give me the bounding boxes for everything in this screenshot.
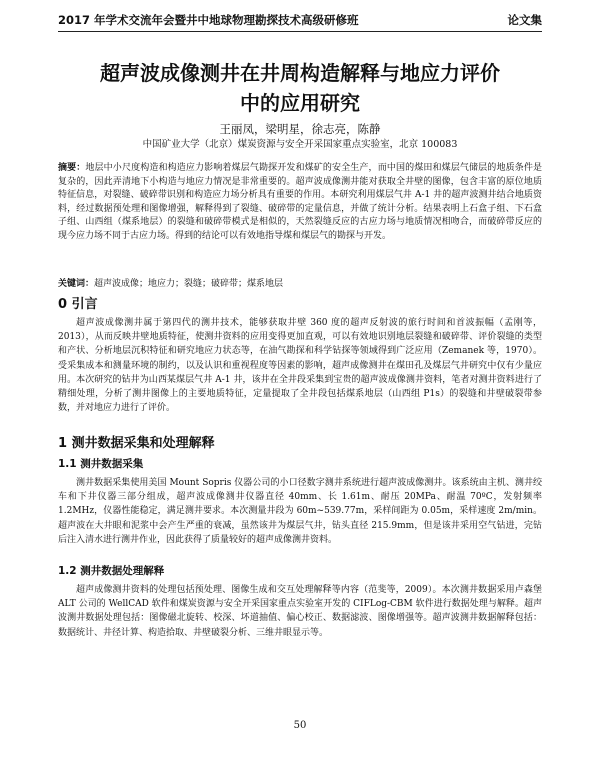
paper-title (58, 58, 542, 118)
header-left: 2017 年学术交流年会暨井中地球物理勘探技术高级研修班 (58, 13, 359, 27)
title-line-1: 超声波成像测井在井周构造解释与地应力评价 (100, 61, 500, 85)
intro-paragraph: 超声波成像测井属于第四代的测井技术，能够获取井壁 360 度的超声反射波的旅行时间和首波振幅（孟刚等，2013），从而反映井壁地质特征，使测井资料的应用变得更加直观，可以有效地识别地层裂缝和破碎带、评价裂缝的类型和产状、分析地层沉积特征和研究地应力状态等，在油气勘探和科学钻探等领域得到广泛应用（Zemanek 等，1970）。受采集成本和测量环境的制约，以及认识和重视程度等因素的影响，超声成像测井在煤田孔及煤层气井研究中仅有少量应用。本次研究的钻井为山西某煤层气井 A-1 井，该井在全井段采集到宝贵的超声波成像测井资料，笔者对测井资料进行了精细处理，分析了测井图像上的主要地质特征，定量提取了全井段包括煤系地层（山西组 P1s）的裂缝和井壁破裂带参数，并对地应力进行了评价。 (58, 318, 542, 414)
subsection-heading-1-1: 1.1 测井数据采集 (58, 458, 144, 470)
keywords (58, 276, 542, 289)
abstract (58, 162, 542, 244)
abstract-text: 地层中小尺度构造和构造应力影响着煤层气勘探开发和煤矿的安全生产，而中国的煤田和煤层气储层的地质条件是复杂的，因此弄清地下小构造与地应力情况是非常重要的。超声波成像测井能对获取全井壁的图像，包含丰富的原位地质特征信息，对裂缝、破碎带识别和构造应力场分析具有重要的作用。本研究利用煤层气井 A-1 井的超声波测井结合地质资料，经过数据预处理和图像增强，解释得到了裂缝、破碎带的定量信息，并做了统计分析。结果表明上石盒子组、下石盒子组、山西组（煤系地层）的裂缝和破碎带模式是相似的，天然裂缝反应的古应力场与地质情况相吻合，而破碎带反应的现今应力场不同于古应力场。得到的结论可以有效地指导煤和煤层气的勘探与开发。 (58, 163, 542, 241)
running-header (58, 10, 542, 28)
header-rule (58, 31, 542, 32)
affiliation: 中国矿业大学（北京）煤炭资源与安全开采国家重点实验室，北京 100083 (142, 139, 458, 150)
authors: 王丽凤，梁明星，徐志亮，陈静 (219, 122, 381, 136)
page-number: 50 (293, 720, 307, 731)
keywords-text: 超声波成像；地应力；裂缝；破碎带；煤系地层 (94, 279, 284, 289)
abstract-label: 摘要： (58, 163, 86, 173)
header-right: 论文集 (507, 13, 542, 27)
section-heading-1: 1 测井数据采集和处理解释 (58, 436, 215, 451)
subsection-heading-1-2: 1.2 测井数据处理解释 (58, 565, 165, 577)
paragraph-1-1: 测井数据采集使用美国 Mount Sopris 仪器公司的小口径数字测井系统进行超声波成像测井。该系统由主机、测井绞车和下井仪器三部分组成，超声波成像测井仪器直径 40mm、长 1.61m、耐压 20MPa、耐温 70ºC，发射频率 1.2MHz，仪器性能稳定，满足测井要求。本次测量井段为 60m~539.77m，采样间距为 0.05m，采样速度 2m/min。超声波在大井眼和泥浆中会产生严重的衰减，虽然该井为煤层气井，钻头直径 215.9mm，但是该井采用空气钻进，完钻后注入清水进行测井作业，因此获得了质量较好的超声成像测井资料。 (58, 478, 542, 545)
section-heading-intro: 0 引言 (58, 297, 98, 312)
keywords-label: 关键词： (58, 279, 95, 289)
title-line-2: 中的应用研究 (240, 91, 360, 115)
paragraph-1-2: 超声成像测井资料的处理包括预处理、图像生成和交互处理解释等内容（范斐等，2009）。本次测井数据采用卢森堡 ALT 公司的 WellCAD 软件和煤炭资源与安全开采国家重点实验室开发的 CIFLog-CBM 软件进行数据处理与解释。超声波测井数据处理包括：图像磁北旋转、校深、坏道抽值、偏心校正、数据滤波、图像增强等。超声波测井数据解释包括：数据统计、井径计算、构造拾取、井壁破裂分析、三维井眼显示等。 (58, 585, 542, 638)
